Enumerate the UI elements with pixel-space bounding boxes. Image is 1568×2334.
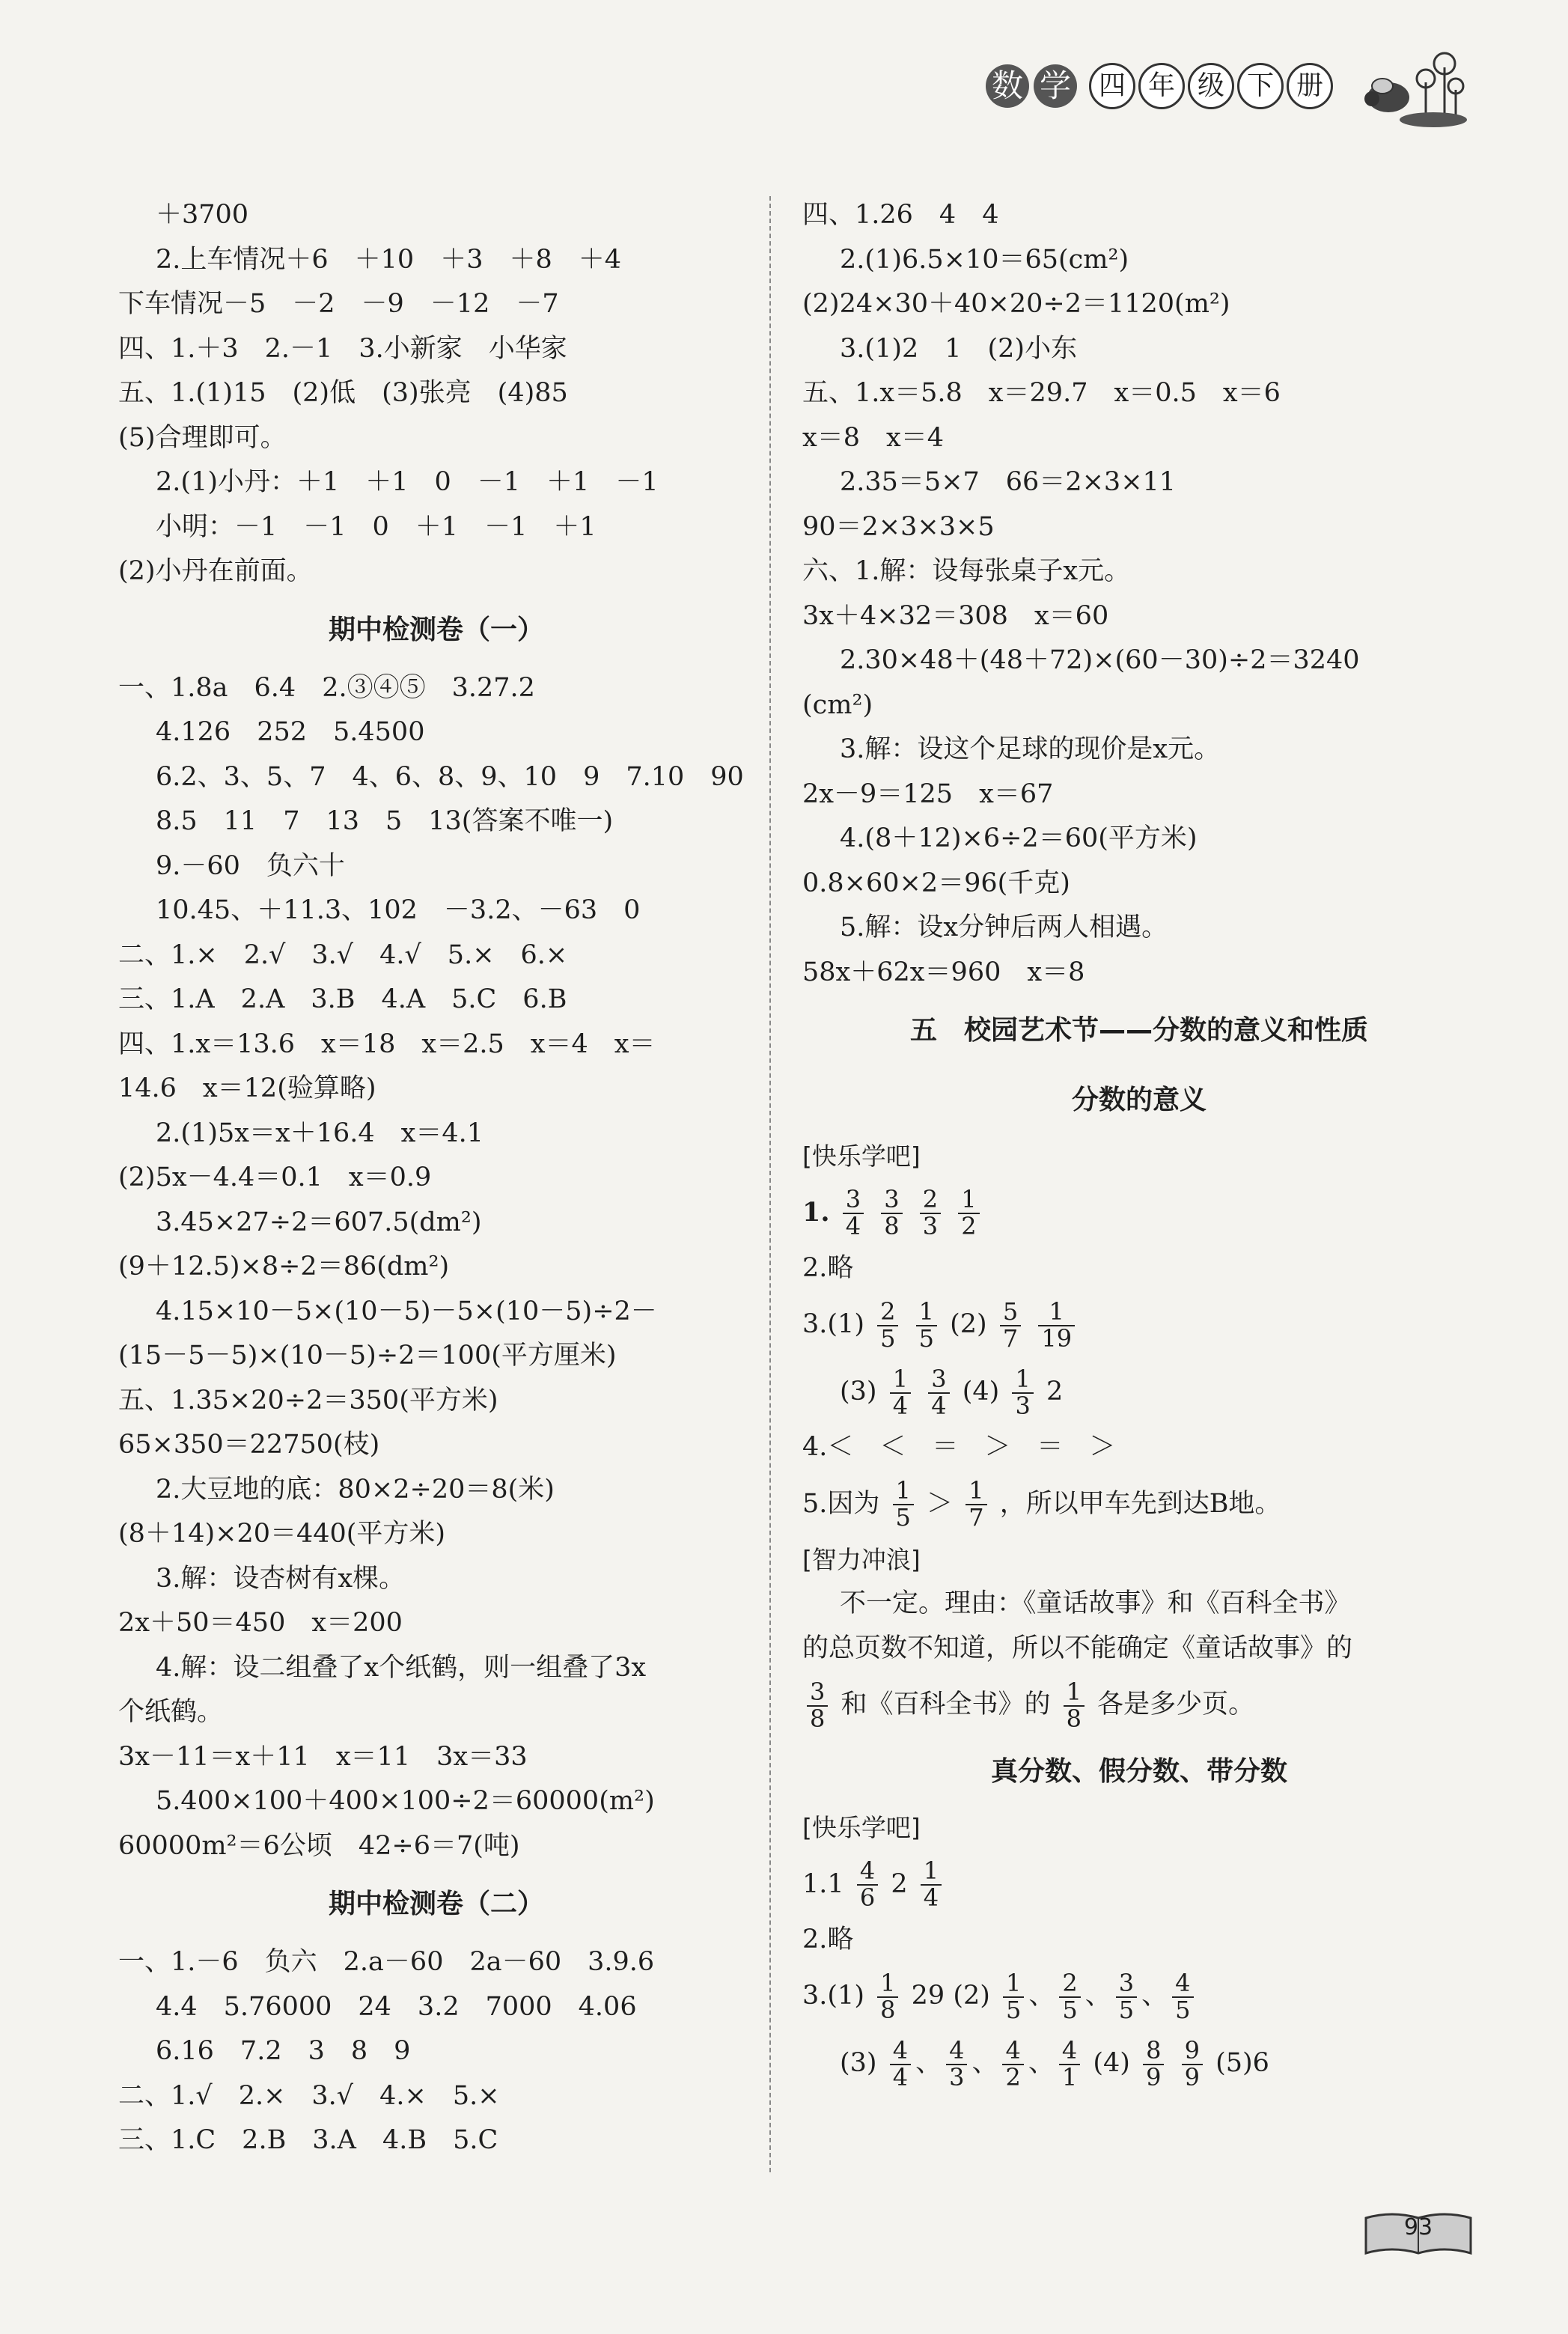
fraction xyxy=(920,1187,941,1239)
answer-line: 二、1.× 2.√ 3.√ 4.√ 5.× 6.× xyxy=(118,939,568,970)
numerator: 2 xyxy=(880,1297,896,1326)
answer-line: 五、1.x＝5.8 x＝29.7 x＝0.5 x＝6 xyxy=(802,378,1281,408)
numerator: 3 xyxy=(810,1677,826,1706)
fraction xyxy=(921,1856,942,1912)
fraction xyxy=(1116,1968,1137,2024)
fraction xyxy=(1002,2035,1023,2091)
numerator: 1 xyxy=(918,1297,934,1326)
answer-line: (2)24×30＋40×20÷2＝1120(m²) xyxy=(802,289,1230,319)
answer-line: 4.4 5.76000 24 3.2 7000 4.06 xyxy=(156,1991,637,2022)
fraction xyxy=(890,2035,911,2091)
answer-line: 3x－11＝x＋11 x＝11 3x＝33 xyxy=(118,1741,528,1772)
answer-line: 8.5 11 7 13 5 13(答案不唯一) xyxy=(156,806,614,836)
answer-line: (2)5x－4.4＝0.1 x＝0.9 xyxy=(118,1163,432,1192)
answer-line: 65×350＝22750(枝) xyxy=(118,1430,380,1460)
denominator: 4 xyxy=(921,1884,942,1911)
fraction xyxy=(965,1478,986,1530)
denominator: 7 xyxy=(1000,1325,1021,1352)
denominator: 4 xyxy=(843,1213,864,1240)
denominator: 5 xyxy=(916,1325,937,1352)
answer-line: 6.16 7.2 3 8 9 xyxy=(156,2036,411,2066)
text: ，所以甲车先到达B地。 xyxy=(999,1488,1281,1519)
numerator: 1 xyxy=(961,1185,977,1214)
fraction xyxy=(1143,2035,1164,2091)
denominator: 3 xyxy=(946,2064,967,2091)
denominator: 3 xyxy=(1012,1392,1033,1419)
answer-line: (8＋14)×20＝440(平方米) xyxy=(118,1519,446,1549)
answer-line: 2.略 xyxy=(802,1924,854,1954)
q-label: (3) xyxy=(840,2048,877,2078)
answer-line: 0.8×60×2＝96(千克) xyxy=(802,868,1070,898)
answer-line: 3.解：设杏树有x棵。 xyxy=(156,1563,406,1594)
answer-line: 4.126 252 5.4500 xyxy=(156,717,425,747)
answer-line: 四、1.26 4 4 xyxy=(802,200,999,230)
answer-line: (cm²) xyxy=(802,689,873,720)
answer-line xyxy=(802,1850,1476,1918)
q-label: (2) xyxy=(950,1309,987,1339)
subject-label xyxy=(986,64,1082,108)
value: 2 xyxy=(1046,1377,1064,1407)
numerator: 1 xyxy=(892,1364,909,1393)
q-label: (4) xyxy=(1093,2048,1130,2078)
denominator: 4 xyxy=(890,1392,911,1419)
text: ＞ xyxy=(927,1488,954,1519)
answer-line xyxy=(802,1358,1476,1425)
q-label: (4) xyxy=(962,1377,1000,1407)
fraction xyxy=(1064,1677,1085,1733)
answer-line xyxy=(802,1470,1476,1538)
numerator: 1 xyxy=(923,1856,939,1886)
denominator: 5 xyxy=(877,1325,898,1352)
denominator: 2 xyxy=(958,1213,979,1240)
numerator: 3 xyxy=(884,1185,900,1214)
answer-line: 90＝2×3×3×5 xyxy=(802,511,995,542)
answer-line: 不一定。理由：《童话故事》和《百科全书》 xyxy=(840,1588,1351,1618)
answer-line: 5.解：设x分钟后两人相遇。 xyxy=(840,912,1168,942)
bracket-heading: [智力冲浪] xyxy=(802,1544,921,1574)
answer-line: 下车情况－5 －2 －9 －12 －7 xyxy=(118,289,559,319)
answer-line: 6.2、3、5、7 4、6、8、9、10 9 7.10 90 xyxy=(156,761,744,792)
answer-line: 四、1.＋3 2.－1 3.小新家 小华家 xyxy=(118,333,567,364)
denominator: 9 xyxy=(1143,2064,1164,2091)
numerator: 1 xyxy=(880,1968,896,1997)
answer-line: 六、1.解：设每张桌子x元。 xyxy=(802,556,1131,586)
numerator: 4 xyxy=(949,2035,965,2065)
fraction xyxy=(1012,1364,1033,1420)
denominator: 7 xyxy=(965,1504,986,1531)
numerator: 2 xyxy=(922,1185,939,1214)
grade-char: 四 xyxy=(1089,63,1135,109)
denominator: 4 xyxy=(928,1392,949,1419)
answer-line: (9＋12.5)×8÷2＝86(dm²) xyxy=(118,1252,450,1282)
answer-line: 4.＜ ＜ ＝ ＞ ＝ ＞ xyxy=(802,1432,1116,1462)
section-title: 期中检测卷（二） xyxy=(328,1889,544,1919)
answer-line xyxy=(802,1179,1476,1246)
page-number: 93 xyxy=(1403,2214,1433,2240)
q-label: (3) xyxy=(840,1377,877,1407)
denominator: 8 xyxy=(877,1996,898,2023)
numerator: 5 xyxy=(1002,1297,1019,1326)
numerator: 3 xyxy=(845,1185,861,1214)
answer-line: (15－5－5)×(10－5)÷2＝100(平方厘米) xyxy=(118,1341,617,1371)
left-column xyxy=(118,193,754,2163)
numerator: 1 xyxy=(968,1476,984,1505)
fraction xyxy=(877,1968,898,2024)
numerator: 4 xyxy=(859,1856,876,1886)
fraction xyxy=(1003,1968,1024,2024)
fraction xyxy=(807,1677,828,1733)
bracket-heading: [快乐学吧] xyxy=(802,1813,921,1842)
numerator: 4 xyxy=(1061,2035,1078,2065)
numerator: 1 xyxy=(1015,1364,1031,1393)
answer-line: ＋3700 xyxy=(156,200,249,230)
fraction xyxy=(857,1856,878,1912)
answer-line: 4.解：设二组叠了x个纸鹤，则一组叠了3x xyxy=(156,1652,647,1683)
subject-char: 数 xyxy=(986,64,1029,108)
answer-line: 2x－9＝125 x＝67 xyxy=(802,778,1054,809)
denominator: 2 xyxy=(1002,2064,1023,2091)
chapter-title: 五 校园艺术节——分数的意义和性质 xyxy=(909,1015,1368,1046)
answer-line: 2.略 xyxy=(802,1252,854,1283)
q-label: 3.(1) xyxy=(802,1981,864,2011)
fraction xyxy=(1172,1968,1193,2024)
q-label: 3.(1) xyxy=(802,1309,864,1339)
fraction xyxy=(1000,1299,1021,1351)
grade-label xyxy=(1089,63,1336,109)
answer-line: 2.(1)5x＝x＋16.4 x＝4.1 xyxy=(156,1118,484,1148)
grade-char: 册 xyxy=(1287,63,1333,109)
value: 2 xyxy=(891,1868,908,1899)
numerator: 4 xyxy=(1175,1968,1191,1997)
answer-line: (2)小丹在前面。 xyxy=(118,556,313,586)
denominator: 19 xyxy=(1038,1325,1075,1352)
answer-line: 三、1.C 2.B 3.A 4.B 5.C xyxy=(118,2125,498,2155)
answer-line: 五、1.(1)15 (2)低 (3)张亮 (4)85 xyxy=(118,378,568,408)
answer-line: 3.解：设这个足球的现价是x元。 xyxy=(840,734,1221,764)
answer-line: 3.45×27÷2＝607.5(dm²) xyxy=(156,1207,482,1237)
section-title: 真分数、假分数、带分数 xyxy=(990,1756,1287,1787)
answer-line: 3.(1)2 1 (2)小东 xyxy=(840,333,1078,364)
fraction xyxy=(1182,2035,1203,2091)
text: (5)6 xyxy=(1215,2048,1269,2078)
answer-line: 一、1.－6 负六 2.a－60 2a－60 3.9.6 xyxy=(118,1947,655,1977)
q-label: (2) xyxy=(953,1981,990,2011)
numerator: 3 xyxy=(931,1364,947,1393)
numerator: 1 xyxy=(1006,1968,1022,1997)
numerator: 1 xyxy=(895,1476,911,1505)
denominator: 8 xyxy=(881,1213,902,1240)
denominator: 5 xyxy=(1003,1996,1024,2023)
q-label: 1.1 xyxy=(802,1868,844,1899)
numerator: 1 xyxy=(1066,1677,1082,1706)
bee-flower-icon xyxy=(1343,45,1471,127)
numerator: 8 xyxy=(1146,2035,1162,2065)
denominator: 8 xyxy=(1064,1705,1085,1732)
text: 各是多少页。 xyxy=(1097,1689,1255,1719)
header-banner xyxy=(986,45,1471,127)
denominator: 9 xyxy=(1182,2064,1203,2091)
answer-line: 3x＋4×32＝308 x＝60 xyxy=(802,600,1109,631)
answer-line: (3) $\frac{4}{4}$ 、 $\frac{4}{3}$ 、 $\frac{4}{2}$ 、 $\frac{4}{1}$ (4) $\frac{8}{9}$ $\frac{9}{9}$ (5)6 xyxy=(840,2035,1269,2091)
text: 5.因为 xyxy=(802,1488,880,1519)
q-label: 1. xyxy=(802,1196,830,1228)
denominator: 5 xyxy=(1059,1996,1080,2023)
fraction xyxy=(1059,1968,1080,2024)
answer-line: 五、1.35×20÷2＝350(平方米) xyxy=(118,1385,498,1416)
grade-char: 级 xyxy=(1188,63,1234,109)
numerator: 4 xyxy=(1005,2035,1021,2065)
denominator: 6 xyxy=(857,1884,878,1911)
answer-line: 2.(1)6.5×10＝65(cm²) xyxy=(840,244,1129,275)
answer-line: (5)合理即可。 xyxy=(118,422,287,453)
answer-line: 个纸鹤。 xyxy=(118,1697,224,1727)
answer-line xyxy=(802,1291,1476,1358)
fraction xyxy=(1038,1299,1075,1351)
fraction xyxy=(916,1299,937,1351)
section-title: 分数的意义 xyxy=(1071,1085,1206,1115)
section-title: 期中检测卷（一） xyxy=(328,614,544,645)
page-number-badge xyxy=(1362,2207,1474,2259)
answer-line: 小明：－1 －1 0 ＋1 －1 ＋1 xyxy=(156,511,597,542)
right-column xyxy=(802,193,1476,2097)
numerator: 4 xyxy=(892,2035,909,2065)
bracket-heading: [快乐学吧] xyxy=(802,1142,921,1171)
fraction xyxy=(946,2035,967,2091)
answer-line: 四、1.x＝13.6 x＝18 x＝2.5 x＝4 x＝ xyxy=(118,1029,656,1059)
denominator: 5 xyxy=(1172,1996,1193,2023)
fraction xyxy=(881,1187,902,1239)
answer-line: 一、1.8a 6.4 2.③④⑤ 3.27.2 xyxy=(118,672,535,703)
fraction xyxy=(877,1299,898,1351)
denominator: 5 xyxy=(893,1504,914,1531)
grade-char: 下 xyxy=(1237,63,1284,109)
denominator: 8 xyxy=(807,1705,828,1732)
answer-line: 三、1.A 2.A 3.B 4.A 5.C 6.B xyxy=(118,984,567,1014)
fraction xyxy=(843,1187,864,1239)
answer-line: 5.400×100＋400×100÷2＝60000(m²) xyxy=(156,1786,655,1816)
fraction xyxy=(1059,2035,1080,2091)
denominator: 4 xyxy=(890,2064,911,2091)
numerator: 3 xyxy=(1118,1968,1135,1997)
subject-char: 学 xyxy=(1034,64,1077,108)
answer-line: 9.－60 负六十 xyxy=(156,850,345,881)
fraction xyxy=(928,1364,949,1420)
answer-line: x＝8 x＝4 xyxy=(802,422,945,453)
answer-line: 58x＋62x＝960 x＝8 xyxy=(802,957,1085,987)
answer-line: 4.15×10－5×(10－5)－5×(10－5)÷2－ xyxy=(156,1296,657,1326)
numerator: 2 xyxy=(1062,1968,1078,1997)
value: 29 xyxy=(911,1981,945,2011)
fraction xyxy=(958,1187,979,1239)
grade-char: 年 xyxy=(1138,63,1185,109)
answer-line: 2x＋50＝450 x＝200 xyxy=(118,1608,403,1638)
answer-line: 2.(1)小丹：＋1 ＋1 0 －1 ＋1 －1 xyxy=(156,467,659,497)
answer-line: 2.35＝5×7 66＝2×3×11 xyxy=(840,467,1177,497)
answer-line: 14.6 x＝12(验算略) xyxy=(118,1073,376,1103)
answer-line: 的总页数不知道，所以不能确定《童话故事》的 xyxy=(802,1633,1353,1663)
answer-line: 60000m²＝6公顷 42÷6＝7(吨) xyxy=(118,1830,520,1861)
answer-line: 10.45、＋11.3、102 －3.2、－63 0 xyxy=(156,895,641,925)
answer-line: 2.上车情况＋6 ＋10 ＋3 ＋8 ＋4 xyxy=(156,244,622,275)
fraction xyxy=(890,1364,911,1420)
denominator: 1 xyxy=(1059,2064,1080,2091)
answer-line xyxy=(802,1671,1476,1738)
denominator: 3 xyxy=(920,1213,941,1240)
denominator: 5 xyxy=(1116,1996,1137,2023)
numerator: 1 xyxy=(1049,1297,1064,1326)
answer-line: 2.30×48＋(48＋72)×(60－30)÷2＝3240 xyxy=(840,645,1360,675)
text: 和《百科全书》的 xyxy=(841,1689,1051,1719)
column-divider xyxy=(769,196,771,2172)
answer-line: 4.(8＋12)×6÷2＝60(平方米) xyxy=(840,823,1198,853)
numerator: 9 xyxy=(1184,2035,1200,2065)
fraction xyxy=(893,1478,914,1530)
answer-line: 二、1.√ 2.× 3.√ 4.× 5.× xyxy=(118,2080,500,2111)
answer-line: 2.大豆地的底：80×2÷20＝8(米) xyxy=(156,1474,555,1505)
answer-line: 3.(1) $\frac{1}{8}$ 29 (2) $\frac{1}{5}$ 、 $\frac{2}{5}$ 、 $\frac{3}{5}$ 、 $\frac{4}{5}$ xyxy=(802,1962,1476,2029)
